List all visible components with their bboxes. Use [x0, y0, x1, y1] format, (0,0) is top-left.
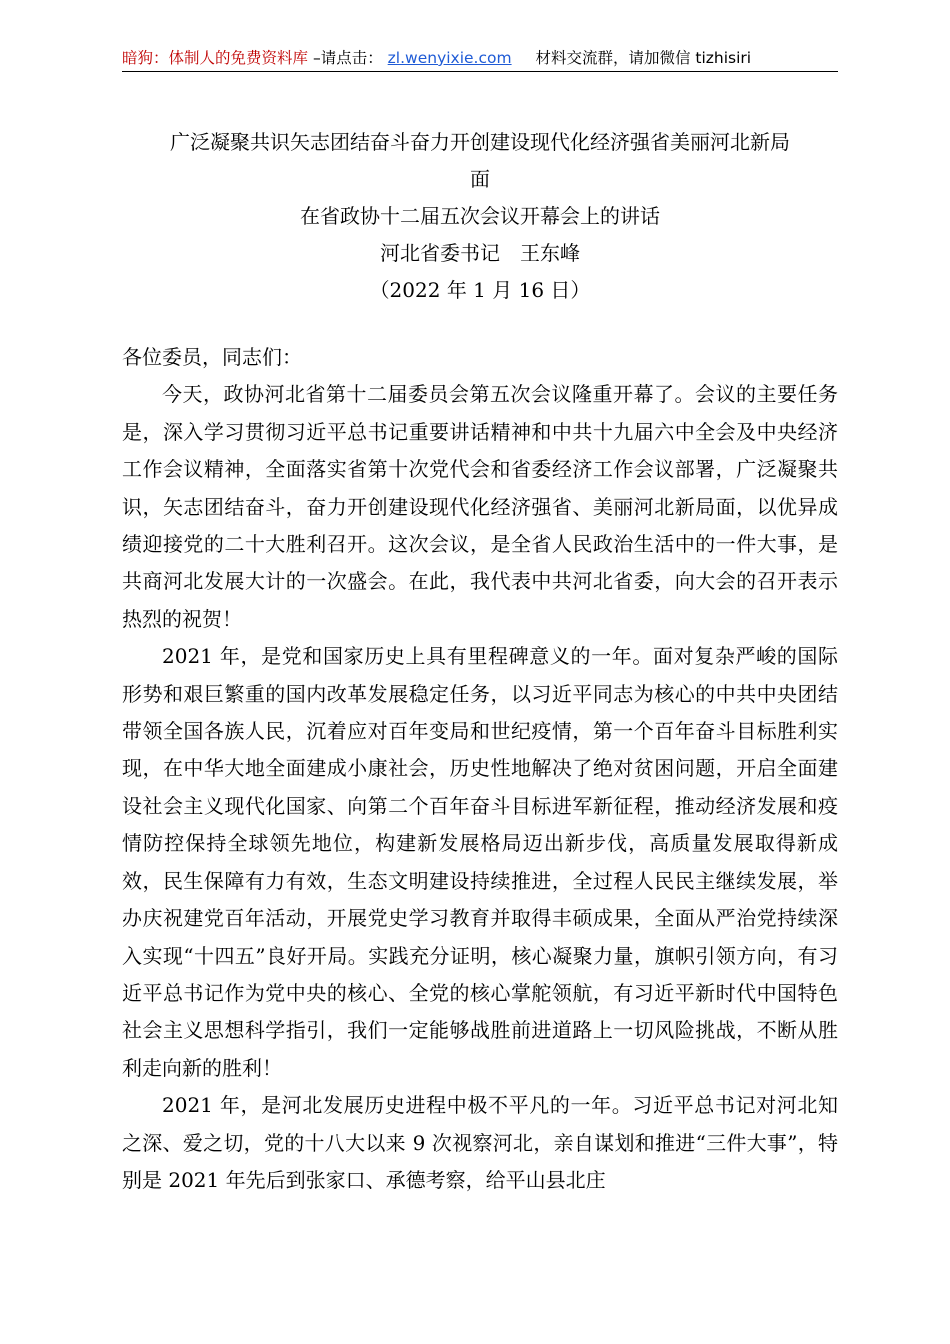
- header-brand: 暗狗：体制人的免费资料库: [122, 49, 309, 67]
- author-line: 河北省委书记 王东峰: [380, 241, 580, 265]
- paragraph-3: 2021 年，是河北发展历史进程中极不平凡的一年。习近平总书记对河北知之深、爱之切，党的十八大以来 9 次视察河北，亲自谋划和推进“三件大事”，特别是 2021 年先后到张家口、承德考察，给平山县北庄: [122, 1093, 838, 1192]
- salutation: 各位委员，同志们：: [122, 345, 302, 369]
- page-header: [122, 46, 838, 70]
- speech-body: [122, 339, 838, 1199]
- date-line: （2022 年 1 月 16 日）: [369, 278, 591, 302]
- title-line-1: 广泛凝聚共识矢志团结奋斗奋力开创建设现代化经济强省美丽河北新局: [170, 130, 790, 154]
- title-block: [122, 124, 838, 309]
- header-hint: –请点击：: [312, 49, 383, 67]
- subtitle: 在省政协十二届五次会议开幕会上的讲话: [300, 204, 660, 228]
- paragraph-1: 今天，政协河北省第十二届委员会第五次会议隆重开幕了。会议的主要任务是，深入学习贯彻习近平总书记重要讲话精神和中共十九届六中全会及中央经济工作会议精神，全面落实省第十次党代会和省委经济工作会议部署，广泛凝聚共识，矢志团结奋斗，奋力开创建设现代化经济强省、美丽河北新局面，以优异成绩迎接党的二十大胜利召开。这次会议，是全省人民政治生活中的一件大事，是共商河北发展大计的一次盛会。在此，我代表中共河北省委，向大会的召开表示热烈的祝贺！: [122, 382, 838, 631]
- paragraph-2: 2021 年，是党和国家历史上具有里程碑意义的一年。面对复杂严峻的国际形势和艰巨繁重的国内改革发展稳定任务，以习近平同志为核心的中共中央团结带领全国各族人民，沉着应对百年变局和世纪疫情，第一个百年奋斗目标胜利实现，在中华大地全面建成小康社会，历史性地解决了绝对贫困问题，开启全面建设社会主义现代化国家、向第二个百年奋斗目标进军新征程，推动经济发展和疫情防控保持全球领先地位，构建新发展格局迈出新步伐，高质量发展取得新成效，民生保障有力有效，生态文明建设持续推进，全过程人民民主继续发展，举办庆祝建党百年活动，开展党史学习教育并取得丰硕成果，全面从严治党持续深入实现“十四五”良好开局。实践充分证明，核心凝聚力量，旗帜引领方向，有习近平总书记作为党中央的核心、全党的核心掌舵领航，有习近平新时代中国特色社会主义思想科学指引，我们一定能够战胜前进道路上一切风险挑战，不断从胜利走向新的胜利！: [122, 644, 838, 1080]
- header-link[interactable]: zl.wenyixie.com: [387, 49, 512, 67]
- header-divider: [122, 71, 838, 72]
- header-contact: 材料交流群，请加微信 tizhisiri: [535, 49, 752, 67]
- title-line-2: 面: [470, 167, 490, 191]
